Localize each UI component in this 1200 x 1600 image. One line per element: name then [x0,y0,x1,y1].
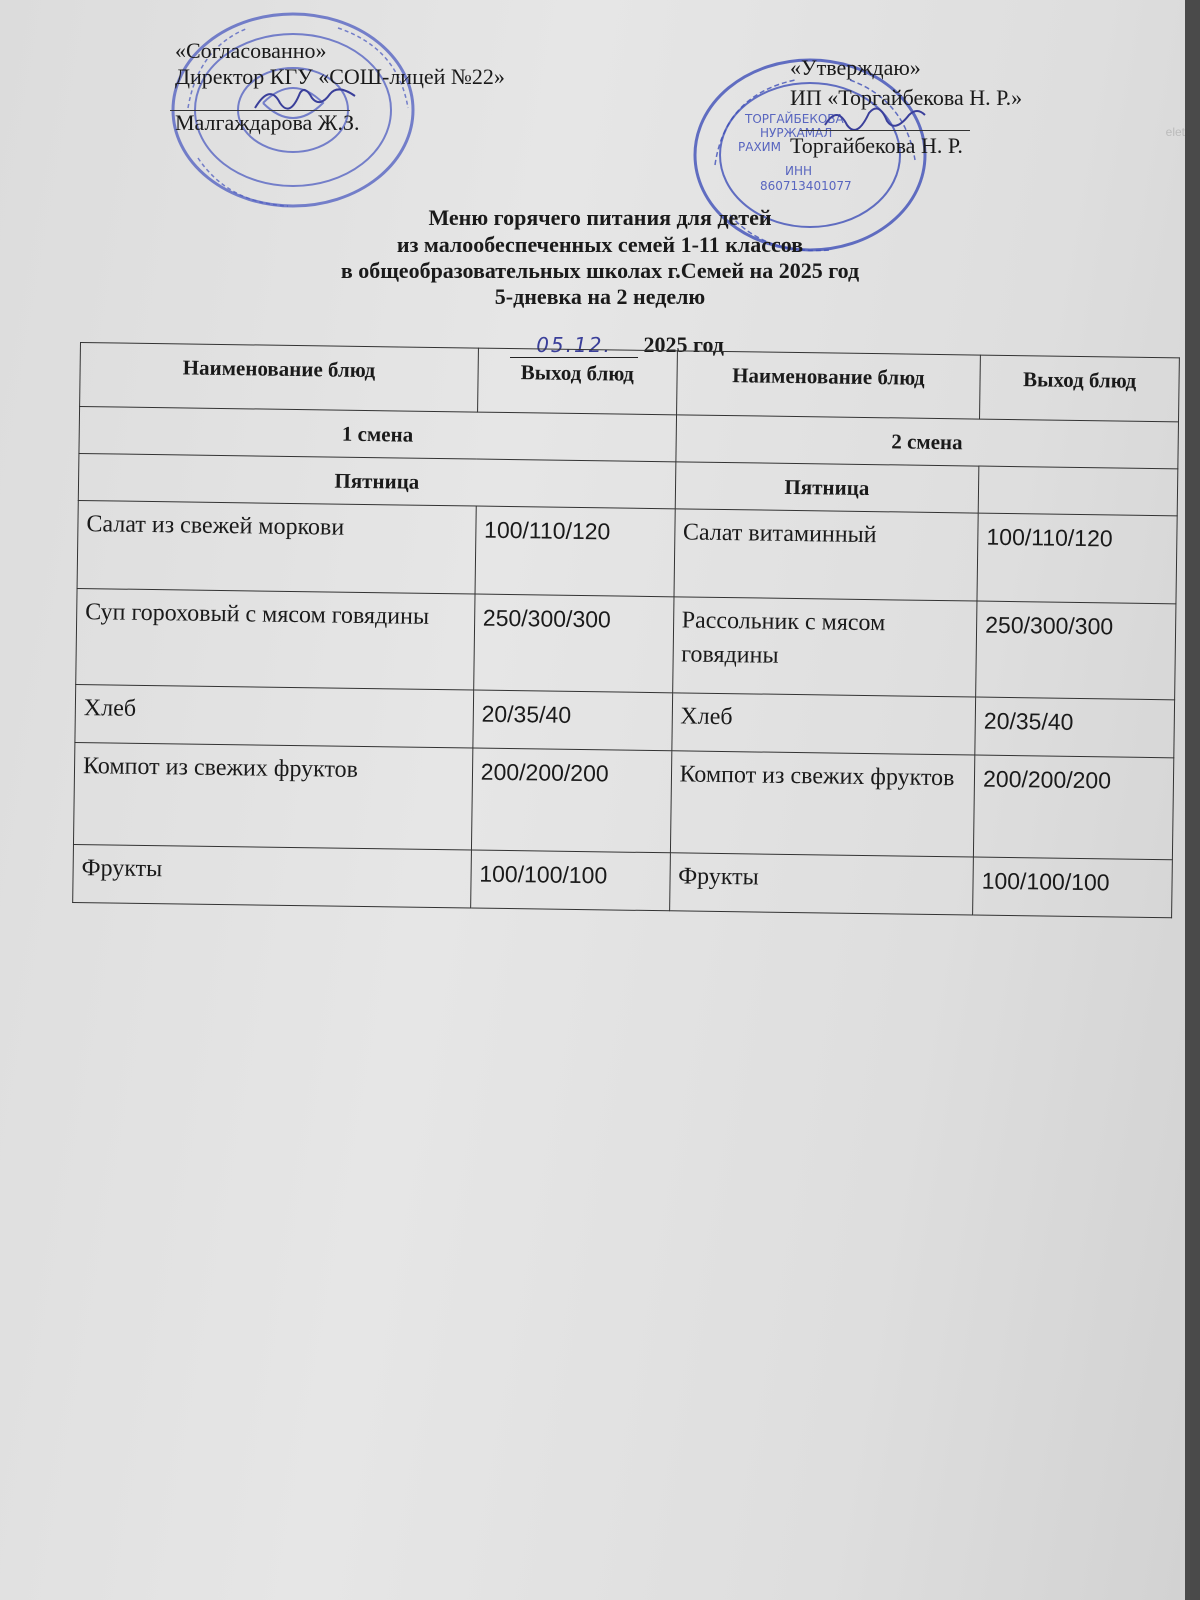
output-2-cell: 20/35/40 [975,697,1175,758]
day-2-label: Пятница [675,462,979,513]
left-signature-line [170,110,350,111]
output-2-cell: 250/300/300 [976,601,1176,700]
output-2-cell: 100/100/100 [973,857,1173,918]
right-approval-name: Торгайбекова Н. Р. [790,133,963,158]
dish-2-cell: Компот из свежих фруктов [670,751,975,857]
output-1-cell: 200/200/200 [471,748,671,853]
header-dish-1: Наименование блюд [80,343,479,413]
day-1-label: Пятница [78,453,675,508]
stamp-name-3: РАХИМ [738,140,781,154]
header-dish-2: Наименование блюд [676,351,980,419]
table-row [76,588,1176,699]
output-1-cell: 20/35/40 [473,690,673,751]
dish-1-cell: Фрукты [73,844,471,908]
output-1-cell: 100/100/100 [470,850,670,911]
left-approval-title: «Согласованно» [175,38,327,63]
left-approval-block [175,38,505,136]
menu-table [72,342,1180,918]
right-approval-position: ИП «Торгайбекова Н. Р.» [790,85,1023,110]
left-approval-name: Малгаждарова Ж.З. [175,110,360,135]
shift-1-label: 1 смена [79,407,676,462]
stamp-inn-value: 860713401077 [760,179,852,193]
title-line-4: 5-дневка на 2 неделю [494,284,706,309]
edge-text: elet [1165,125,1185,139]
date-suffix: 2025 год [643,332,724,357]
date-handwritten: 05.12. [510,333,638,358]
output-2-cell: 200/200/200 [974,755,1174,860]
table-row [77,500,1177,603]
output-2-cell: 100/110/120 [977,513,1177,604]
left-approval-position: Директор КГУ «СОШ-лицей №22» [175,64,505,89]
header-output-1: Выход блюд [477,348,677,415]
stamp-name-2: НУРЖАМАЛ [760,126,833,140]
stamp-inn-label: ИНН [785,164,813,178]
dish-1-cell: Компот из свежих фруктов [73,742,472,850]
title-line-3: в общеобразовательных школах г.Семей на 2025 год [340,258,860,283]
right-approval-block [790,55,1022,159]
output-1-cell: 100/110/120 [475,506,675,597]
dish-2-cell: Рассольник с мясом говядины [672,597,977,697]
dish-1-cell: Хлеб [75,684,473,748]
header-output-2: Выход блюд [980,355,1180,422]
dish-1-cell: Суп гороховый с мясом говядины [76,588,475,690]
dish-2-cell: Салат витаминный [674,509,979,601]
table-row [73,742,1173,859]
dish-1-cell: Салат из свежей моркови [77,500,476,594]
dish-2-cell: Хлеб [671,693,975,755]
day-2-empty [978,466,1178,516]
right-signature-line [800,130,970,131]
stamp-name-1: ТОРГАЙБЕКОВА [745,112,844,126]
title-line-2: из малообеспеченных семей 1-11 классов [396,232,804,257]
shift-2-label: 2 смена [675,415,1178,469]
title-line-1: Меню горячего питания для детей [428,205,772,230]
dish-2-cell: Фрукты [669,853,973,915]
output-1-cell: 250/300/300 [473,594,673,693]
right-approval-title: «Утверждаю» [790,55,921,80]
